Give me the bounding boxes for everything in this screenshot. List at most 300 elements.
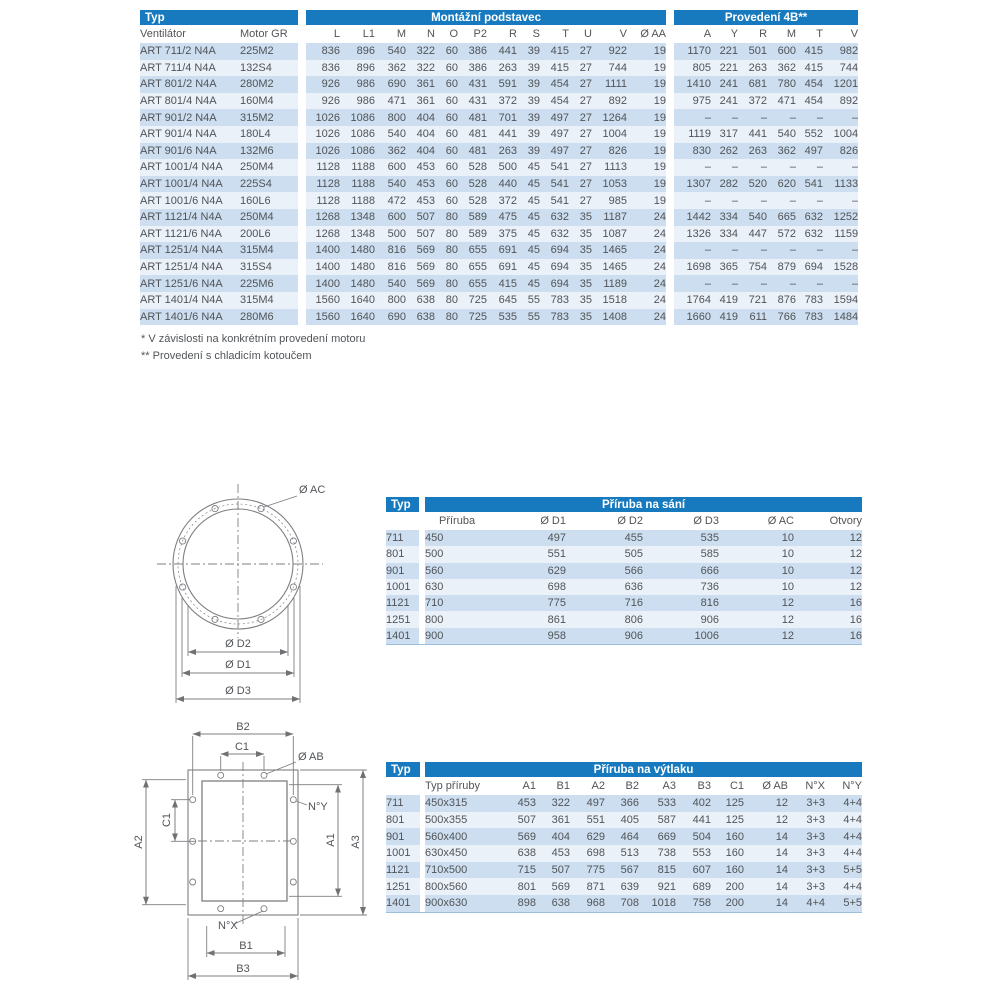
col-header: L [333, 28, 340, 40]
value-cell: 19 [627, 109, 666, 126]
value-cell: 1348 [340, 209, 375, 226]
value-cell: 404 [406, 126, 435, 143]
value-cell: 263 [487, 60, 517, 77]
value-cell: 39 [517, 109, 540, 126]
value-cell: 694 [796, 259, 823, 276]
value-cell: 3+3 [788, 878, 825, 895]
col-header: M [396, 28, 406, 40]
value-cell: – [823, 275, 858, 292]
gap-cell [666, 126, 674, 143]
value-cell: 375 [487, 226, 517, 243]
motor-cell: 315S4 [240, 259, 298, 276]
typ-cell: 711 [386, 795, 420, 812]
value-cell: 744 [823, 60, 858, 77]
value-cell: 60 [435, 109, 458, 126]
value-cell: 404 [536, 828, 570, 845]
value-cell: 826 [823, 143, 858, 160]
footnotes [141, 331, 365, 365]
value-cell: 1053 [592, 176, 627, 193]
value-cell: 535 [487, 309, 517, 326]
value-cell: 481 [458, 143, 487, 160]
value-cell: 533 [639, 795, 676, 812]
value-cell: 896 [340, 60, 375, 77]
gap-cell [666, 192, 674, 209]
col-header: B1 [556, 780, 570, 792]
col-header: V [619, 28, 627, 40]
value-cell: – [674, 159, 711, 176]
value-cell: 372 [487, 192, 517, 209]
value-cell: 655 [458, 242, 487, 259]
value-cell: 3+3 [788, 795, 825, 812]
value-cell: 16 [794, 595, 862, 611]
col-header: A2 [591, 780, 605, 792]
col-header: C1 [729, 780, 744, 792]
value-cell: 441 [738, 126, 767, 143]
value-cell: 504 [676, 828, 711, 845]
col-header: S [532, 28, 540, 40]
value-cell: 551 [570, 812, 605, 829]
value-cell: 10 [719, 546, 794, 562]
value-cell: 1480 [340, 242, 375, 259]
value-cell: 80 [435, 292, 458, 309]
value-cell: 638 [501, 845, 536, 862]
gap-cell [298, 76, 306, 93]
value-cell: – [823, 192, 858, 209]
value-cell: 1560 [306, 292, 340, 309]
value-cell: 1528 [823, 259, 858, 276]
value-cell: 1252 [823, 209, 858, 226]
value-cell: 636 [566, 579, 643, 595]
table-row [140, 259, 858, 276]
typ-cell: 801 [386, 812, 420, 829]
typ-cell: 901 [386, 828, 420, 845]
gap-cell [666, 176, 674, 193]
value-cell: 497 [540, 109, 569, 126]
value-cell: 263 [487, 143, 517, 160]
value-cell: 632 [796, 209, 823, 226]
value-cell: 39 [517, 93, 540, 110]
value-cell: 1026 [306, 109, 340, 126]
flange-type-cell: 450x315 [425, 795, 501, 812]
value-cell: 263 [738, 60, 767, 77]
gap-cell [298, 292, 306, 309]
ventilator-cell: ART 1001/4 N4A [140, 159, 240, 176]
value-cell: 372 [738, 93, 767, 110]
table-title-bar [386, 497, 862, 512]
value-cell: 19 [627, 60, 666, 77]
value-cell: 589 [458, 209, 487, 226]
value-cell: 783 [796, 292, 823, 309]
value-cell: 4+4 [825, 878, 862, 895]
value-cell: 535 [643, 530, 719, 546]
value-cell: 975 [674, 93, 711, 110]
value-cell: 447 [738, 226, 767, 243]
gap-cell [298, 143, 306, 160]
value-cell: 1113 [592, 159, 627, 176]
value-cell: 3+3 [788, 845, 825, 862]
value-cell: 35 [569, 242, 592, 259]
value-cell: 541 [540, 192, 569, 209]
value-cell: 419 [711, 292, 738, 309]
gap-cell [298, 109, 306, 126]
value-cell: 716 [566, 595, 643, 611]
gap-cell [666, 159, 674, 176]
value-cell: 725 [458, 309, 487, 326]
value-cell: 45 [517, 192, 540, 209]
value-cell: 241 [711, 93, 738, 110]
value-cell: 540 [767, 126, 796, 143]
value-cell: 528 [458, 192, 487, 209]
value-cell: 27 [569, 143, 592, 160]
value-cell: 816 [375, 259, 406, 276]
value-cell: 322 [406, 43, 435, 60]
col-header: M [786, 28, 797, 40]
table-row [140, 93, 858, 110]
column-header-row [140, 25, 858, 43]
value-cell: 200 [711, 895, 744, 912]
value-cell: 1640 [340, 292, 375, 309]
value-cell: 698 [488, 579, 566, 595]
value-cell: 14 [744, 828, 788, 845]
table-row [140, 60, 858, 77]
value-cell: 497 [540, 143, 569, 160]
value-cell: 497 [540, 126, 569, 143]
value-cell: 501 [738, 43, 767, 60]
value-cell: 783 [540, 292, 569, 309]
gap-cell [298, 159, 306, 176]
value-cell: 689 [676, 878, 711, 895]
value-cell: 404 [406, 109, 435, 126]
value-cell: – [738, 109, 767, 126]
value-cell: 638 [536, 895, 570, 912]
dim-label-ab: Ø AB [298, 751, 324, 763]
value-cell: 569 [501, 828, 536, 845]
table-row [386, 628, 862, 645]
value-cell: 871 [570, 878, 605, 895]
value-cell: 386 [458, 43, 487, 60]
value-cell: 572 [767, 226, 796, 243]
motor-cell: 280M6 [240, 309, 298, 326]
value-cell: 1004 [592, 126, 627, 143]
value-cell: 453 [406, 159, 435, 176]
value-cell: 14 [744, 878, 788, 895]
value-cell: 322 [536, 795, 570, 812]
value-cell: – [823, 242, 858, 259]
value-cell: 1480 [340, 275, 375, 292]
col-header: L1 [362, 28, 375, 40]
value-cell: 1640 [340, 309, 375, 326]
col-header: B3 [697, 780, 711, 792]
value-cell: 481 [458, 109, 487, 126]
value-cell: 569 [406, 242, 435, 259]
value-cell: 24 [627, 226, 666, 243]
value-cell: – [767, 192, 796, 209]
value-cell: 691 [487, 259, 517, 276]
discharge-flange-table [386, 762, 862, 913]
gap-cell [666, 60, 674, 77]
col-header: R [509, 28, 517, 40]
value-cell: 55 [517, 309, 540, 326]
value-cell: 3+3 [788, 812, 825, 829]
value-cell: 431 [458, 93, 487, 110]
value-cell: – [711, 242, 738, 259]
col-header: A3 [662, 780, 676, 792]
motor-cell: 225M6 [240, 275, 298, 292]
value-cell: 567 [605, 862, 639, 879]
value-cell: 27 [569, 60, 592, 77]
value-cell: 800 [375, 109, 406, 126]
ventilator-cell: ART 1001/4 N4A [140, 176, 240, 193]
priruba-cell: 710 [425, 595, 488, 611]
typ-cell: 1251 [386, 611, 419, 627]
value-cell: 27 [569, 76, 592, 93]
dim-label-b2: B2 [236, 721, 250, 733]
value-cell: 691 [487, 242, 517, 259]
value-cell: 876 [767, 292, 796, 309]
value-cell: 27 [569, 176, 592, 193]
value-cell: 1189 [592, 275, 627, 292]
value-cell: 35 [569, 275, 592, 292]
value-cell: 45 [517, 159, 540, 176]
table-row [140, 209, 858, 226]
value-cell: 24 [627, 242, 666, 259]
value-cell: 386 [458, 60, 487, 77]
table-row [386, 828, 862, 845]
value-cell: 454 [796, 76, 823, 93]
value-cell: 60 [435, 93, 458, 110]
value-cell: 497 [796, 143, 823, 160]
col-header: Ø AB [762, 780, 788, 792]
value-cell: 471 [767, 93, 796, 110]
ventilator-cell: ART 1251/6 N4A [140, 275, 240, 292]
value-cell: 60 [435, 192, 458, 209]
gap-cell [298, 60, 306, 77]
value-cell: 27 [569, 93, 592, 110]
value-cell: 472 [375, 192, 406, 209]
suction-flange-table [386, 497, 862, 645]
value-cell: 507 [501, 812, 536, 829]
value-cell: 861 [488, 611, 566, 627]
value-cell: 600 [767, 43, 796, 60]
col-header: V [850, 28, 859, 40]
motor-cell: 180L4 [240, 126, 298, 143]
value-cell: 665 [767, 209, 796, 226]
value-cell: 4+4 [825, 812, 862, 829]
value-cell: 10 [719, 579, 794, 595]
value-cell: 361 [406, 93, 435, 110]
centerlines [198, 762, 291, 924]
value-cell: – [711, 109, 738, 126]
gap-cell [666, 275, 674, 292]
value-cell: 806 [566, 611, 643, 627]
footnote-1: * V závislosti na konkrétním provedení motoru [141, 333, 366, 345]
value-cell: 754 [738, 259, 767, 276]
value-cell: 1086 [340, 109, 375, 126]
value-cell: 1594 [823, 292, 858, 309]
value-cell: – [767, 242, 796, 259]
gap-cell [298, 176, 306, 193]
value-cell: 528 [458, 159, 487, 176]
value-cell: 566 [566, 563, 643, 579]
value-cell: 404 [406, 143, 435, 160]
value-cell: 4+4 [788, 895, 825, 912]
value-cell: 221 [711, 60, 738, 77]
col-header: Otvory [829, 515, 863, 527]
table-row [140, 43, 858, 60]
value-cell: 24 [627, 309, 666, 326]
dim-label-a2: A2 [133, 835, 145, 849]
value-cell: 16 [794, 628, 862, 645]
value-cell: 27 [569, 126, 592, 143]
value-cell: 125 [711, 795, 744, 812]
value-cell: 591 [487, 76, 517, 93]
value-cell: 725 [458, 292, 487, 309]
ventilator-cell: ART 901/4 N4A [140, 126, 240, 143]
value-cell: 879 [767, 259, 796, 276]
motor-cell: 132M6 [240, 143, 298, 160]
value-cell: 24 [627, 259, 666, 276]
value-cell: 39 [517, 126, 540, 143]
section-typ: Typ [386, 497, 419, 512]
value-cell: 80 [435, 209, 458, 226]
value-cell: 454 [796, 93, 823, 110]
value-cell: 453 [406, 192, 435, 209]
table-row [140, 143, 858, 160]
value-cell: 362 [767, 143, 796, 160]
value-cell: 60 [435, 76, 458, 93]
value-cell: 585 [643, 546, 719, 562]
value-cell: 362 [767, 60, 796, 77]
value-cell: 1086 [340, 126, 375, 143]
value-cell: 4+4 [825, 845, 862, 862]
value-cell: 645 [487, 292, 517, 309]
value-cell: 24 [627, 275, 666, 292]
table-row [386, 595, 862, 611]
value-cell: 497 [488, 530, 566, 546]
priruba-cell: 450 [425, 530, 488, 546]
value-cell: 569 [406, 259, 435, 276]
value-cell: 892 [592, 93, 627, 110]
value-cell: 736 [643, 579, 719, 595]
value-cell: 322 [406, 60, 435, 77]
value-cell: 1560 [306, 309, 340, 326]
value-cell: 1087 [592, 226, 627, 243]
value-cell: 694 [540, 242, 569, 259]
column-header-row [386, 777, 862, 795]
value-cell: 471 [375, 93, 406, 110]
value-cell: 80 [435, 275, 458, 292]
ventilator-cell: ART 801/4 N4A [140, 93, 240, 110]
value-cell: 655 [458, 275, 487, 292]
gap-cell [666, 76, 674, 93]
motor-cell: 315M2 [240, 109, 298, 126]
value-cell: 836 [306, 60, 340, 77]
value-cell: 160 [711, 828, 744, 845]
value-cell: 632 [540, 209, 569, 226]
value-cell: 1128 [306, 159, 340, 176]
motor-cell: 160L6 [240, 192, 298, 209]
value-cell: – [738, 275, 767, 292]
value-cell: 1484 [823, 309, 858, 326]
value-cell: 1400 [306, 242, 340, 259]
value-cell: 4+4 [825, 795, 862, 812]
value-cell: 540 [375, 43, 406, 60]
value-cell: 60 [435, 159, 458, 176]
table-row [386, 546, 862, 562]
value-cell: – [823, 159, 858, 176]
value-cell: 1128 [306, 192, 340, 209]
value-cell: 440 [487, 176, 517, 193]
value-cell: 415 [540, 43, 569, 60]
col-header: N°Y [842, 780, 863, 792]
value-cell: 60 [435, 43, 458, 60]
value-cell: 12 [719, 595, 794, 611]
value-cell: – [767, 159, 796, 176]
extension-lines [142, 736, 367, 980]
dim-label-nx: N°X [218, 920, 238, 932]
col-header-empty [386, 512, 419, 530]
footnote-2: ** Provedení s chladicím kotoučem [141, 350, 312, 362]
value-cell: 892 [823, 93, 858, 110]
value-cell: 1268 [306, 209, 340, 226]
value-cell: 80 [435, 242, 458, 259]
motor-cell: 200L6 [240, 226, 298, 243]
value-cell: 632 [540, 226, 569, 243]
section-typ: Typ [140, 10, 298, 25]
dim-label-a1: A1 [325, 833, 337, 847]
flange-type-cell: 710x500 [425, 862, 501, 879]
value-cell: 1307 [674, 176, 711, 193]
value-cell: 513 [605, 845, 639, 862]
value-cell: 1201 [823, 76, 858, 93]
value-cell: 80 [435, 309, 458, 326]
value-cell: – [711, 159, 738, 176]
value-cell: 19 [627, 143, 666, 160]
value-cell: 1518 [592, 292, 627, 309]
col-header: A [703, 28, 712, 40]
col-header: T [562, 28, 569, 40]
gap-cell [298, 93, 306, 110]
value-cell: 453 [501, 795, 536, 812]
col-header-empty [386, 777, 420, 795]
value-cell: 39 [517, 143, 540, 160]
typ-cell: 1121 [386, 595, 419, 611]
gap-cell [666, 109, 674, 126]
dim-label-ny: N°Y [308, 801, 328, 813]
gap-cell [666, 43, 674, 60]
motor-cell: 315M4 [240, 292, 298, 309]
value-cell: 698 [570, 845, 605, 862]
flange-type-cell: 900x630 [425, 895, 501, 912]
priruba-cell: 630 [425, 579, 488, 595]
value-cell: 475 [487, 209, 517, 226]
dim-label-d1: Ø D1 [225, 659, 251, 671]
col-header: A1 [522, 780, 536, 792]
value-cell: – [767, 109, 796, 126]
value-cell: 1119 [674, 126, 711, 143]
value-cell: – [796, 242, 823, 259]
value-cell: 1764 [674, 292, 711, 309]
value-cell: 1188 [340, 159, 375, 176]
value-cell: 160 [711, 845, 744, 862]
value-cell: 19 [627, 176, 666, 193]
value-cell: 1408 [592, 309, 627, 326]
value-cell: 415 [796, 60, 823, 77]
table-row [140, 226, 858, 243]
typ-cell: 711 [386, 530, 419, 546]
value-cell: 1326 [674, 226, 711, 243]
flange-type-cell: 500x355 [425, 812, 501, 829]
